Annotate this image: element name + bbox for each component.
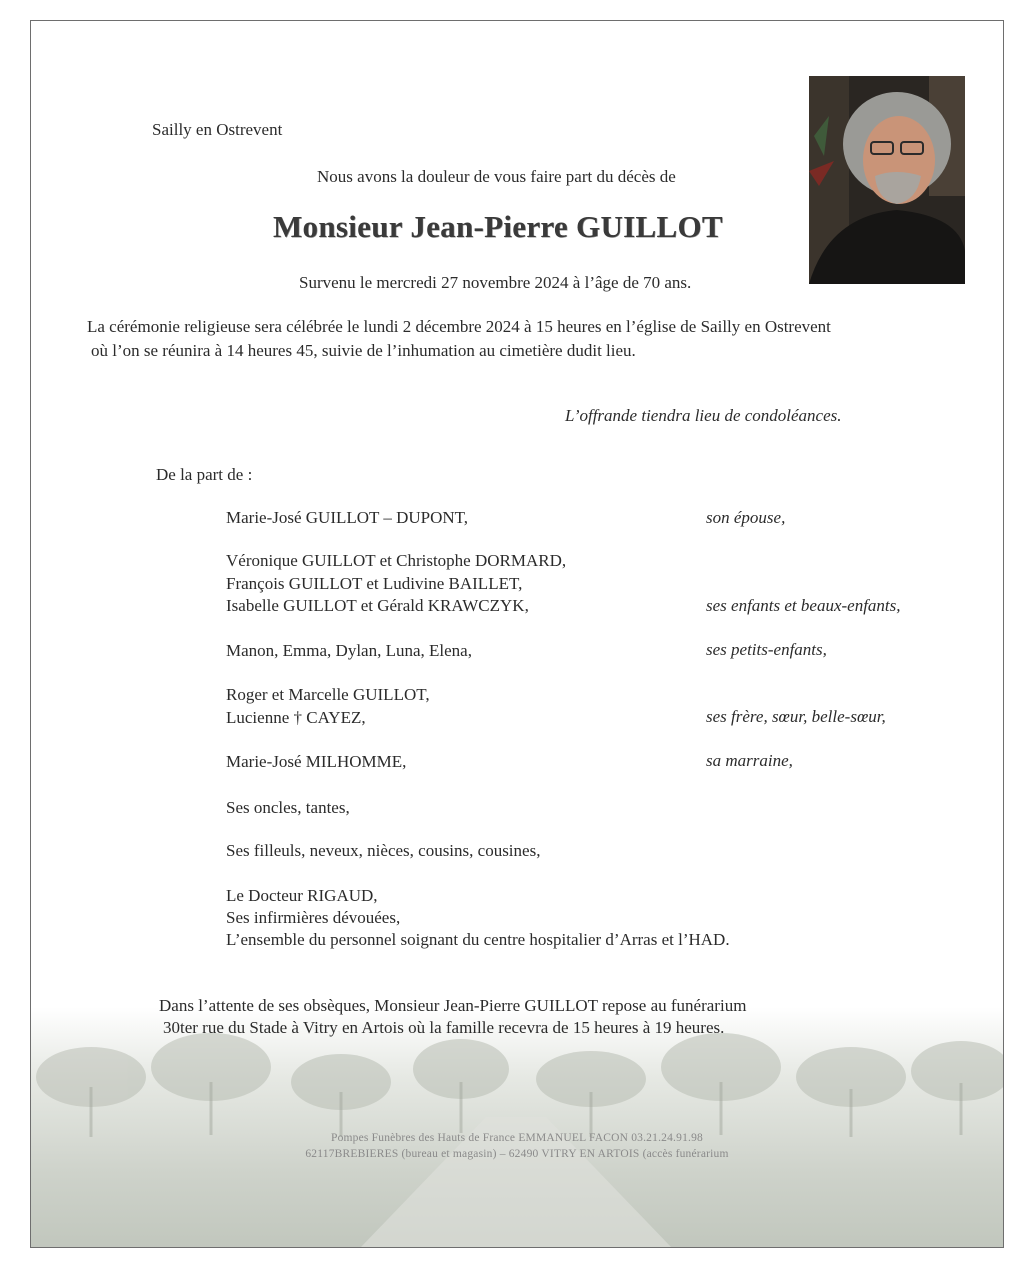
- relation-label: son épouse,: [706, 508, 786, 527]
- notice-frame: [30, 20, 1004, 1248]
- city-name: Sailly en Ostrevent: [152, 120, 283, 139]
- family-line: François GUILLOT et Ludivine BAILLET,: [226, 574, 523, 593]
- family-line: Marie-José GUILLOT – DUPONT,: [226, 508, 469, 527]
- funeral-home-line-2: 62117BREBIERES (bureau et magasin) – 62490 VITRY EN ARTOIS (accès funérarium: [305, 1148, 729, 1160]
- de-la-part-heading: De la part de :: [156, 465, 253, 484]
- family-line: Manon, Emma, Dylan, Luna, Elena,: [226, 641, 472, 660]
- family-line: Ses oncles, tantes,: [226, 798, 350, 817]
- family-line: L’ensemble du personnel soignant du centre hospitalier d’Arras et l’HAD.: [226, 930, 730, 949]
- family-line: Roger et Marcelle GUILLOT,: [226, 685, 430, 704]
- family-line: Marie-José MILHOMME,: [226, 752, 407, 771]
- date-of-death: Survenu le mercredi 27 novembre 2024 à l’âge de 70 ans.: [299, 273, 692, 292]
- relation-label: ses enfants et beaux-enfants,: [706, 596, 901, 615]
- deceased-name: Monsieur Jean-Pierre GUILLOT: [273, 209, 723, 244]
- relation-label: ses petits-enfants,: [706, 640, 827, 659]
- offrande-note: L’offrande tiendra lieu de condoléances.: [565, 406, 842, 425]
- relation-label: ses frère, sœur, belle-sœur,: [706, 707, 886, 726]
- ceremony-line-2: où l’on se réunira à 14 heures 45, suivie de l’inhumation au cimetière dudit lieu.: [91, 341, 636, 360]
- repose-line-1: Dans l’attente de ses obsèques, Monsieur Jean-Pierre GUILLOT repose au funérarium: [159, 996, 747, 1015]
- family-line: Ses filleuls, neveux, nièces, cousins, cousines,: [226, 841, 541, 860]
- misty-trees-background: [31, 1007, 1003, 1247]
- repose-line-2: 30ter rue du Stade à Vitry en Artois où la famille recevra de 15 heures à 19 heures.: [163, 1018, 725, 1037]
- family-line: Ses infirmières dévouées,: [226, 908, 401, 927]
- family-line: Isabelle GUILLOT et Gérald KRAWCZYK,: [226, 596, 529, 615]
- intro-text: Nous avons la douleur de vous faire part du décès de: [317, 167, 676, 186]
- relation-label: sa marraine,: [706, 751, 793, 770]
- family-line: Véronique GUILLOT et Christophe DORMARD,: [226, 551, 567, 570]
- family-line: Le Docteur RIGAUD,: [226, 886, 378, 905]
- funeral-home-line-1: Pompes Funèbres des Hauts de France EMMANUEL FACON 03.21.24.91.98: [330, 1132, 704, 1144]
- ceremony-line-1: La cérémonie religieuse sera célébrée le lundi 2 décembre 2024 à 15 heures en l’église de Sailly en Ostrevent: [87, 317, 831, 336]
- portrait-photo: [809, 76, 965, 284]
- family-line: Lucienne † CAYEZ,: [226, 708, 366, 727]
